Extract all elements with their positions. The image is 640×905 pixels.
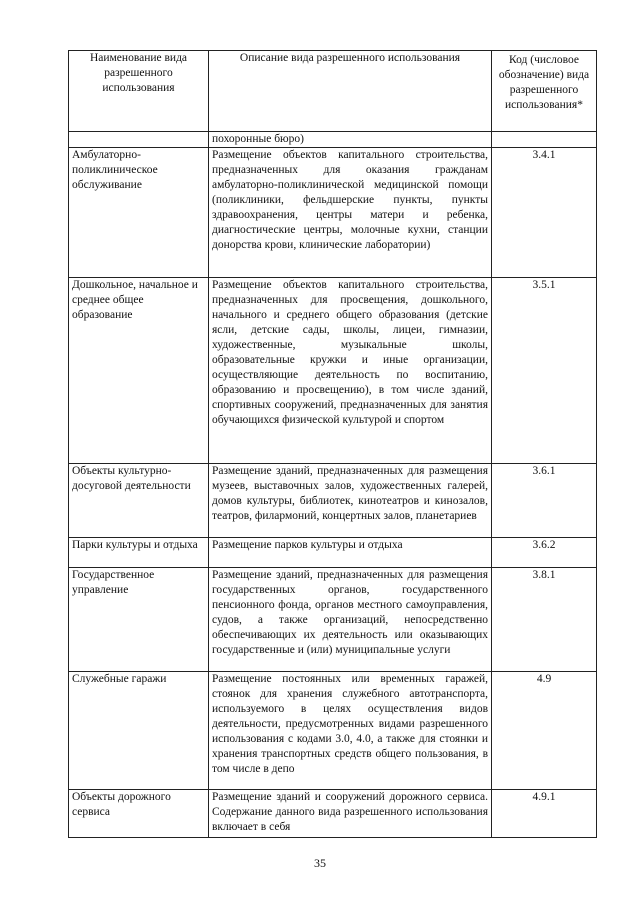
header-code: Код (числовое обозначение) вида разрешенного использования*: [492, 51, 597, 132]
cell-description: Размещение зданий и сооружений дорожного сервиса. Содержание данного вида разрешенного использования включает в себя: [209, 790, 492, 838]
cell-code: 4.9.1: [492, 790, 597, 838]
cell-name: Объекты дорожного сервиса: [69, 790, 209, 838]
cell-name: Государственное управление: [69, 568, 209, 672]
cell-code: 3.4.1: [492, 148, 597, 278]
table-row: [69, 464, 597, 538]
cell-description: Размещение постоянных или временных гаражей, стоянок для хранения служебного автотранспорта, используемого в целях осуществления видов деятельности, предусмотренных видами разрешенного использования с кодами 3.0, 4.0, а также для стоянки и хранения транспортных средств общего пользования, в том числе в депо: [209, 672, 492, 790]
cell-name: Служебные гаражи: [69, 672, 209, 790]
cell-description: Размещение объектов капитального строительства, предназначенных для просвещения, дошкольного, начального и среднего общего образования (детские ясли, детские сады, школы, лицеи, гимназии, художественные, музыкальные школы, образовательные кружки и иные организации, осуществляющие деятельность по воспитанию, образованию и просвещению), в том числе зданий, спортивных сооружений, предназначенных для занятия обучающихся физической культурой и спортом: [209, 278, 492, 464]
cell-description: похоронные бюро): [209, 132, 492, 148]
table-row: [69, 148, 597, 278]
table-header-row: [69, 51, 597, 132]
table-row: [69, 568, 597, 672]
table-row: [69, 672, 597, 790]
cell-description: Размещение объектов капитального строительства, предназначенных для оказания гражданам амбулаторно-поликлинической медицинской помощи (поликлиники, фельдшерские пункты, пункты здравоохранения, центры матери и ребенка, диагностические центры, молочные кухни, станции донорства крови, клинические лаборатории): [209, 148, 492, 278]
cell-code: [492, 132, 597, 148]
cell-code: 4.9: [492, 672, 597, 790]
table-row: [69, 538, 597, 568]
cell-code: 3.8.1: [492, 568, 597, 672]
land-use-table: [68, 50, 597, 838]
table-row: [69, 278, 597, 464]
cell-description: Размещение парков культуры и отдыха: [209, 538, 492, 568]
cell-name: [69, 132, 209, 148]
cell-name: Объекты культурно-досуговой деятельности: [69, 464, 209, 538]
cell-code: 3.6.2: [492, 538, 597, 568]
cell-name: Дошкольное, начальное и среднее общее образование: [69, 278, 209, 464]
page-number: 35: [314, 856, 326, 870]
header-description: Описание вида разрешенного использования: [209, 51, 492, 132]
cell-code: 3.6.1: [492, 464, 597, 538]
table-row-continuation: [69, 132, 597, 148]
cell-name: Амбулаторно-поликлиническое обслуживание: [69, 148, 209, 278]
cell-description: Размещение зданий, предназначенных для размещения государственных органов, государственного пенсионного фонда, органов местного самоуправления, судов, а также организаций, непосредственно обеспечивающих их деятельность или оказывающих государственные и (или) муниципальные услуги: [209, 568, 492, 672]
cell-description: Размещение зданий, предназначенных для размещения музеев, выставочных залов, художественных галерей, домов культуры, библиотек, кинотеатров и кинозалов, театров, филармоний, концертных залов, планетариев: [209, 464, 492, 538]
cell-code: 3.5.1: [492, 278, 597, 464]
header-name: Наименование вида разрешенного использования: [69, 51, 209, 132]
table-row: [69, 790, 597, 838]
cell-name: Парки культуры и отдыха: [69, 538, 209, 568]
